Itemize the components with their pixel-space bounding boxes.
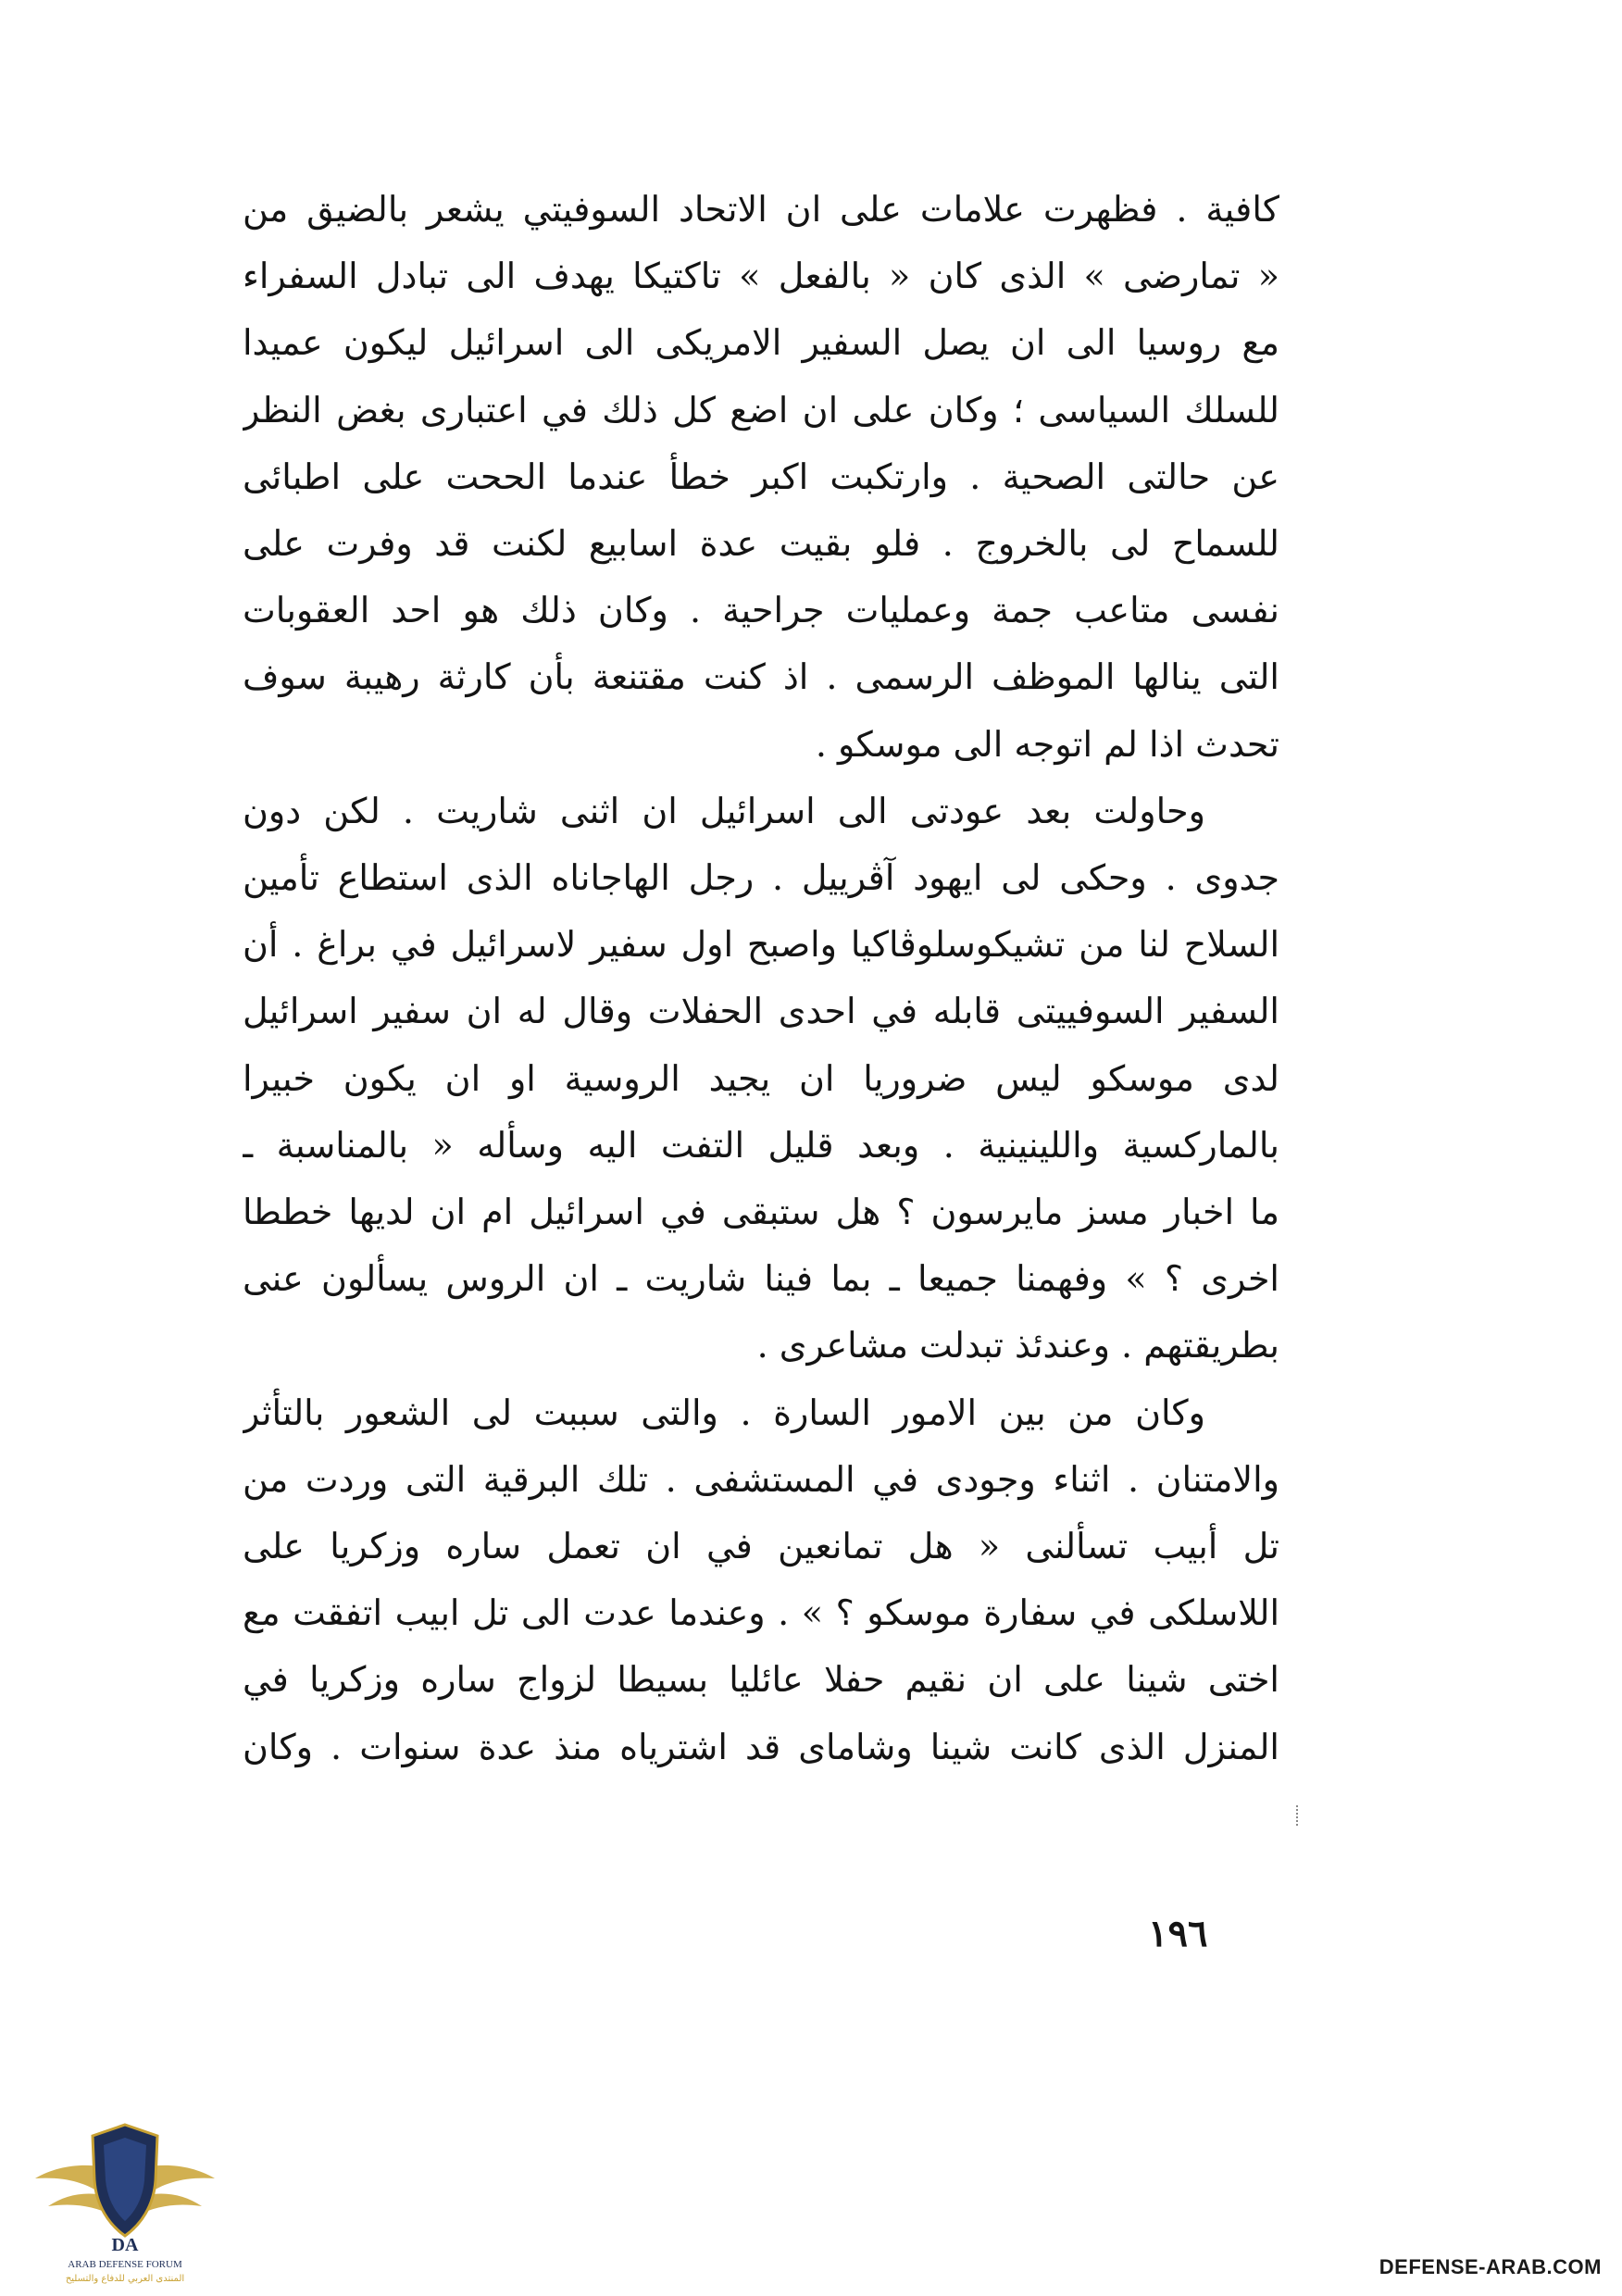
logo-initials: DA (111, 2235, 139, 2255)
logo-name: ARAB DEFENSE FORUM (68, 2259, 182, 2270)
logo-arabic: المنتدى العربي للدفاع والتسليح (65, 2274, 185, 2284)
text-line: كافية . فظهرت علامات على ان الاتحاد السوفيتي يشعر بالضيق من (243, 189, 1279, 230)
text-line: التى ينالها الموظف الرسمى . اذ كنت مقتنعة بأن كارثة رهيبة سوف (243, 656, 1279, 698)
text-line: وكان من بين الامور السارة . والتى سببت لى الشعور بالتأثر (243, 1391, 1205, 1433)
text-line: اختى شينا على ان نقيم حفلا عائليا بسيطا لزواج ساره وزكريا في (243, 1659, 1279, 1701)
text-line: « تمارضى » الذى كان « بالفعل » تاكتيكا يهدف الى تبادل السفراء (243, 256, 1279, 297)
arab-defense-forum-logo (28, 2106, 222, 2287)
text-line: اخرى ؟ » وفهمنا جميعا ـ بما فينا شاريت ـ ان الروس يسألون عنى (243, 1258, 1279, 1300)
page-number: ١٩٦ (1148, 1912, 1208, 1955)
watermark-site: DEFENSE-ARAB.COM (1379, 2255, 1602, 2278)
text-line: تل أبيب تسألنى « هل تمانعين في ان تعمل ساره وزكريا على (243, 1526, 1279, 1567)
text-line: بطريقتهم . وعندئذ تبدلت مشاعرى . (756, 1325, 1279, 1366)
text-line: لدى موسكو ليس ضروريا ان يجيد الروسية او ان يكون خبيرا (243, 1057, 1279, 1099)
text-line: للسماح لى بالخروج . فلو بقيت عدة اسابيع لكنت قد وفرت على (243, 523, 1279, 565)
text-line: مع روسيا الى ان يصل السفير الامريكى الى اسرائيل ليكون عميدا (243, 322, 1279, 364)
text-line: المنزل الذى كانت شينا وشاماى قد اشترياه منذ عدة سنوات . وكان (243, 1726, 1279, 1767)
text-line: وحاولت بعد عودتى الى اسرائيل ان اثنى شاريت . لكن دون (243, 790, 1205, 831)
text-line: تحدث اذا لم اتوجه الى موسكو . (815, 723, 1279, 765)
text-line: السلاح لنا من تشيكوسلوڤاكيا واصبح اول سفير لاسرائيل في براغ . أن (243, 924, 1279, 966)
text-line: ما اخبار مسز مايرسون ؟ هل ستبقى في اسرائيل ام ان لديها خططا (243, 1192, 1279, 1233)
margin-mark (1296, 1805, 1302, 1826)
text-line: للسلك السياسى ؛ وكان على ان اضع كل ذلك في اعتبارى بغض النظر (243, 389, 1279, 430)
body-text (243, 176, 1279, 1780)
text-line: نفسى متاعب جمة وعمليات جراحية . وكان ذلك هو احد العقوبات (243, 590, 1279, 631)
text-line: والامتنان . اثناء وجودى في المستشفى . تلك البرقية التى وردت من (243, 1458, 1279, 1500)
text-line: السفير السوفييتى قابله في احدى الحفلات وقال له ان سفير اسرائيل (243, 991, 1279, 1032)
text-line: عن حالتى الصحية . وارتكبت اكبر خطأ عندما الححت على اطبائى (243, 455, 1279, 497)
text-line: بالماركسية واللينينية . وبعد قليل التفت اليه وسأله « بالمناسبة ـ (243, 1124, 1279, 1166)
text-line: اللاسلكى في سفارة موسكو ؟ » . وعندما عدت الى تل ابيب اتفقت مع (243, 1592, 1279, 1634)
text-line: جدوى . وحكى لى ايهود آڤرييل . رجل الهاجاناه الذى استطاع تأمين (243, 857, 1279, 899)
